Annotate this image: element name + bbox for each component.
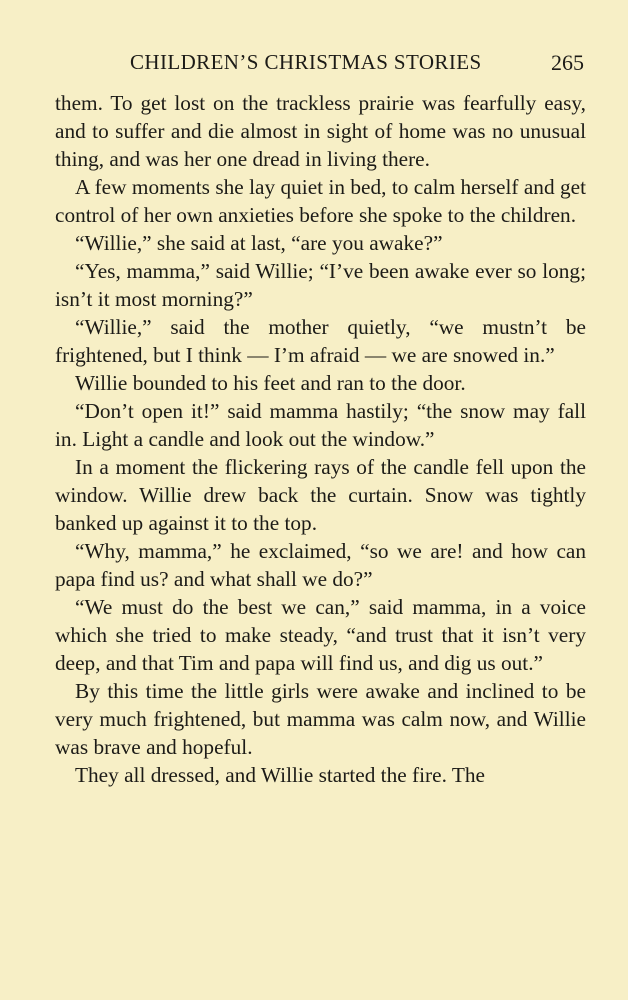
paragraph: “Willie,” said the mother quietly, “we mustn’t be frightened, but I think — I’m afraid — we are snowed in.” [55, 315, 586, 367]
body-text [55, 89, 586, 789]
paragraph: “Don’t open it!” said mamma hastily; “the snow may fall in. Light a candle and look out the window.” [55, 399, 586, 451]
running-header-title: CHILDREN’S CHRISTMAS STORIES [130, 50, 482, 74]
paragraph: “Willie,” she said at last, “are you awake?” [75, 231, 443, 255]
paragraph: “Why, mamma,” he exclaimed, “so we are! and how can papa find us? and what shall we do?” [55, 539, 586, 591]
paragraph: “Yes, mamma,” said Willie; “I’ve been awake ever so long; isn’t it most morning?” [55, 259, 586, 311]
paragraph: In a moment the flickering rays of the candle fell upon the window. Willie drew back the curtain. Snow was tightly banked up against it to the top. [55, 455, 586, 535]
page-number: 265 [551, 50, 584, 75]
paragraph: A few moments she lay quiet in bed, to calm herself and get control of her own anxieties before she spoke to the children. [55, 175, 586, 227]
paragraph: Willie bounded to his feet and ran to the door. [75, 371, 466, 395]
paragraph: “We must do the best we can,” said mamma, in a voice which she tried to make steady, “and trust that it isn’t very deep, and that Tim and papa will find us, and dig us out.” [55, 595, 586, 675]
paragraph-continued: them. To get lost on the trackless prairie was fearfully easy, and to suffer and die almost in sight of home was no unusual thing, and was her one dread in living there. [55, 91, 586, 171]
paragraph: They all dressed, and Willie started the fire. The [75, 763, 485, 787]
paragraph: By this time the little girls were awake and inclined to be very much frightened, but mamma was calm now, and Willie was brave and hopeful. [55, 679, 586, 759]
